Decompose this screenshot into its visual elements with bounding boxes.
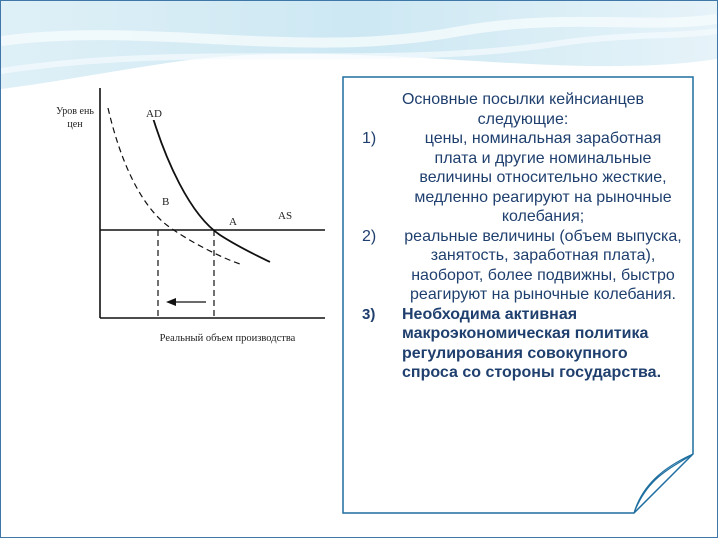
y-axis-label: Уров ень цен (56, 106, 94, 130)
note-item-3 (362, 305, 684, 383)
x-axis-label: Реальный объем производства (125, 326, 330, 350)
note-item-number: 2) (362, 227, 377, 245)
note-content (362, 90, 684, 383)
note-item-2 (362, 227, 684, 305)
as-label: AS (278, 210, 293, 222)
keynesian-ad-as-diagram (0, 0, 340, 360)
note-item-text: цены, номинальная заработная плата и другие номинальные величины относительно жесткие, медленно реагируют на рыночные колебания; (414, 130, 672, 225)
note-item-text: реальные величины (объем выпуска, занятость, заработная плата), наоборот, более подвижны, быстро реагируют на рыночные колебания. (404, 227, 682, 303)
note-item-text: Необходима активная макроэкономическая политика регулирования совокупного спроса со стороны государства. (402, 305, 662, 381)
point-a-label: A (229, 216, 237, 228)
note-item-number: 3) (362, 305, 376, 323)
diagram-panel (56, 88, 328, 328)
note-item-1 (362, 129, 684, 227)
point-b-label: B (162, 196, 170, 208)
ad-label: AD (142, 108, 166, 120)
note-title: Основные посылки кейнсианцев следующие: (401, 91, 645, 128)
note-item-number: 1) (362, 130, 377, 147)
